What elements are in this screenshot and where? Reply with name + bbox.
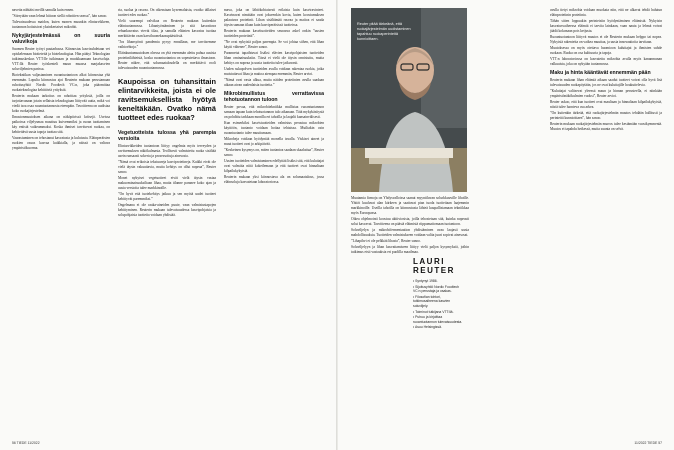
body-paragraph: Muutamia firmoja on Yhdysvalloissa saanut myyntiluvan solurkkuuville lihoille. Yhtiöt kuuluvat alan kärkeen ja saattavat pian tuoda tuotteitaan laajemmin markkinoille. Useilla tahoilla on kiinnostusta lähteä kaupallistamaan tekniikkaa myös Euroopassa. <box>351 196 469 215</box>
body-paragraph: ”Keskeinen kysymys on, miten tuotantoa saadaan skaalattua”, Reuter sanoo. <box>224 148 324 157</box>
body-paragraph: VTT:n laboratoriossa on kasvatettu mikrobia avulla myös kananmunan valkuaista, joka on nykyään tuotannossa. <box>550 57 662 66</box>
body-paragraph: Vaurastuminen on tehostanut kasvatusta ja kulutusta. Eläinperäisten ruokien osuus kasvaa kaikkialla, ja näissä on valtava ympäristökuorma. <box>12 136 110 150</box>
body-paragraph: Reuterin mukaan yksi kiinnostava ala on solumaatalous, jossa eläinsoluja kasvatetaan laboratoriossa. <box>224 175 324 184</box>
body-paragraph: ”On hyvä että tuotekehitys jatkuu ja sen myötä uudet tuotteet kehittyvät paremmiksi.” <box>118 192 216 201</box>
section-heading: Vegetuotteista tulossa yhä parempia versioita <box>118 130 216 142</box>
body-paragraph: navetta nähtäisi meillä samalla kuin ennen. <box>12 8 74 12</box>
body-paragraph: Ilmastonmuutoksen aikana on näköpiirissä kriisejä. Useissa paikoissa viljelysmaa muuttuu kuivemmiksi ja ruoan tuottaminen käy entistä vaikeammaksi. Koska ihmiset tarvitsevat ruokaa, on kehitettävä uusia tapoja tuottaa sitä. <box>12 115 110 134</box>
body-paragraph: Reuterin mukaan tarkoitus on rahoittaa yrityksiä, joilla on tarjottavanaan jotain sellaista teknologiaan liittyvää uutta, mikä voi viedä isoa osaa ruoantuotannosta eteenpäin. Tavoitteena on uudistaa koko ruokajärjestelmä. <box>12 94 110 113</box>
portrait-photo <box>351 8 467 192</box>
body-paragraph: Ruoantuotantoon liittyvä muutos ei ole Reuterin mukaan helppo tai nopea. Nykyisiä rakenteita on vaikea muuttaa, ja uusia innovaatioita tarvitaan. <box>550 35 662 44</box>
body-paragraph: Oikea ohjelmointi koostuu aktiiviosista, joilla tehostetaan sitä, kuinka nopeasti solut kasvavat. Tavoitteena on päästä eläimistä riippumattomaan tuotantoon. <box>351 217 469 226</box>
body-paragraph: Reuterin mukaan lihan eläimiä aikaan saadut tuotteet voivat olla hyvä lisä tulevaisuuden ruokapöytään, jos ne ovat kuluttajille houkuttelevia. <box>550 78 662 87</box>
body-paragraph: Reuter povaa, että mikrobitekniikka mullistaa ruoantuotannon samaan tapaan kuin tehotuotannon tulo aikanaan. Tätä mykykäsitystä on pohdittu tarkkaan monilla eri tahoilla ja laajalti kansainvälisesti. <box>224 105 324 119</box>
profile-fact: • Asuu Helsingissä. <box>413 325 442 330</box>
body-paragraph: Tulevaisuudessa maidon, kuten monen muunkin elintarvikkeen, tuotannon hoitaisivat yksinkertaiset mikrobit. <box>12 20 110 29</box>
body-paragraph: Eläinkuntamuutoksen ohessa on yhä enemmän alettu puhua uusista proteiinilähteistä, koska ruoantuotantoa on sopeutettava ilmastoon. Reuter näkee, että solumaataloudella on merkittävä rooli tulevaisuuden ruoantuotannossa. <box>118 51 216 70</box>
body-paragraph: Biotekniikan valjastaminen ruoantuotantoon alkoi kiinnostaa yhä enemmän. Lopulta kiinnostus ajoi Reuterin mukaan perustamaan ruhoitusyhtiö Nordic Foodtech VC:n, joka pääomittaa ruokateknologiaa kehittäviä yrityksiä. <box>12 73 110 92</box>
article-column-3 <box>224 8 324 438</box>
body-paragraph: mava, joka on lähtökohtaisesti erilaista kuin kasviravinteet. Kasvinavat nimittäin ovat jokseenkin kovia, kuten koostumuksen palautuva proteiinit. Lihan sisältämää rasvaa ja maitoa ei saada täysin samaan tilaan kuin kasviperäisissä tuotteissa. <box>224 8 324 27</box>
body-paragraph: ”Nämä ovat vasta alkua, mutta näiden proteiinien avulla saadaan aikaan aivan uudenlaisia tuotteita.” <box>224 78 324 87</box>
body-paragraph: Ongelmana ei ole raaka-aineiden puute, vaan valmistustapojen kehittyminen. Reuterin mukaan tulevaisuudessa kasvipohjaisia ja solupohjaisia tuotteita voidaan yhdistää. <box>118 203 216 217</box>
article-column-1 <box>12 8 110 438</box>
profile-fact: • Puhuu ja kirjoittaa ruoantuotannon tulevaisuudesta. <box>413 315 463 324</box>
section-heading: Nykyjärjestelmässä on suuria valuvikoja <box>12 33 110 45</box>
body-paragraph: Parannetut tapaihtuvat lisäksi elävien kasvipohjaisten tuotteiden lihan ominaisuuksiin. Tässä ei vielä ole täysin onnistuttu, mutta kehitys on nopeaa ja uusia tuotteita tulee jatkuvasti. <box>224 51 324 65</box>
pull-quote: Kaupoissa on tuhansittain elintarvikkeita, joista ei ole ravitsemuksellista hyötyä keneltäkään. Ovatko nämä tuotteet edes ruokaa? <box>118 77 216 122</box>
body-paragraph: ”Nämä ovat erikoisia tekstuureja kasviproteiineja. Kaikki eivät ole vielä täysin vakuuttavia, mutta kehitys on ollut nopeaa”, Reuter sanoo. <box>118 160 216 174</box>
body-paragraph: ria, suolaa ja rasvaa. On oikeastaan kyseenalaista, ovatko tällaiset tuotteet edes ruokaa.” <box>118 8 216 17</box>
body-paragraph: Muutoksessa on myös otettava huomioon kuluttajat ja ihmisten suhde ruokaan. Ruoka on osa kulttuuria ja tapoja. <box>550 46 662 55</box>
body-paragraph: Soluviljelyyn ja lihan kasvattamiseen liittyy vielä paljon kysymyksiä, joihin tutkimus etsii vastauksia eri puolilla maailmaa. <box>351 245 469 254</box>
body-paragraph: ”Siirrytään vaan lehmä hiitoon siellä robottien seassa”, hän sanoo. <box>12 14 108 18</box>
page-number-left: 56 TIEDE 11/2022 <box>12 441 40 445</box>
article-column-2 <box>118 8 216 438</box>
body-paragraph: ”Jos lihansyönti pandemia pysyy ennallaan, me tarvitsemme vaihtoehtoja.” <box>118 40 216 49</box>
profile-fact: • Toiminut tutkijana VTT:llä. <box>413 309 454 314</box>
body-paragraph: avulla tietyt mikrobia voidaan muokata niin, että ne alkavat tehdä halutun eläinproteiinin proteiinia. <box>550 8 662 17</box>
body-paragraph: Kun esimerkiksi kasvistuotteiden valmistus perustuu mikrobien käyttöön, tuotanto voidaan hoitaa tehtaissa. Muiltakin osin ruoantuotanto tulee muuttumaan. <box>224 121 324 135</box>
profile-box <box>413 257 465 331</box>
body-paragraph: Monet nykyiset vegetuotteet eivät vielä täysin vastaa makuominaisuuksiltaan lihaa, mutta tilanne paranee koko ajan ja uusia versioita tulee markkinoille. <box>118 176 216 190</box>
profile-fact: • Syntynyt 1986. <box>413 279 438 283</box>
body-paragraph: ”Lihapihvi ei ole pelkkää lihasta”, Reuter sanoo. <box>351 239 421 243</box>
section-heading: Mikrobimullistus verrattavissa tehotuotannon tuloon <box>224 91 324 103</box>
profile-fact: • Sijoitusyhtiö Nordic Foodtech VC:n perustaja ja osakas. <box>413 284 460 294</box>
body-paragraph: ”Ne ovat nykyisiä paljon parempia. Se voi johtaa siihen, että lihan käytti vähenee”, Reuter sanoo. <box>224 40 324 49</box>
photo-caption: Reuter pitää tärkeänä, että ruokajärjestelmän uudistaminen tapahtuu ruokaperinteitä kunnioittaen. <box>357 22 411 41</box>
profile-fact: • Filosofian tohtori, tutkimusaiheena kasvien soluviljely. <box>413 294 451 308</box>
page-number-right: 11/2022 TIEDE 57 <box>634 441 662 445</box>
body-paragraph: Suomen Reuter työryi puutarhassa. Kiinnostus kasvisuhdetaan vei opiskelemaan biotieteitä ja bioteknologiaa. Hän päätyi Teknologian tutkimuskeskus VTT:lle tutkimaan ja muokkaamaan kasvisoluja. VTT:llä Reuter työskenteli muun muassa marjakasvien soluviljelmien parissa. <box>12 47 110 71</box>
body-paragraph: Reuter uskoo, että kun tuotteet ovat maultaan ja hinnaltaan kilpailukykyisiä, niistä tulee luonteva osa arkea. <box>550 100 662 109</box>
body-paragraph: Mikrobeja voidaan hyödyntää monella tavalla. Viskiset aineet ja muut tuotteet ovat jo arkipäivää. <box>224 137 324 146</box>
body-paragraph: Elintarvikkeiden tuotantoon liittyy ongelmia myös terveyden ja ravitsemuksen näkökulmasta. Teollisesti valmistettu ruoka sisältää usein runsaasti sokeria ja prosessoituja ainesosia. <box>118 144 216 158</box>
left-page <box>0 0 336 450</box>
body-paragraph: Uuden sukupolven tuotteiden avulla voidaan rakentaa ruokia, jotka muistuttavat lihaa ja maitoa aiempaa enemmän, Reuter arvioi. <box>224 67 324 76</box>
body-paragraph: Tähän sitten loppuukin perinteisiin hyödyntäminen eläimistä. Nykyisin kasvatusvaiheessa eläimiä ei tarvita lainkaan, vaan nauta ja lehmä voivat jäädä kokonaan pois ketjusta. <box>550 19 662 33</box>
body-paragraph: ”Kuluttajat valitsevat yleensä maun ja hinnan perusteella, ei niinkään ympäristönäkökulmien vuoksi”, Reuter arvioi. <box>550 89 662 98</box>
body-paragraph: Reuterin mukaan ruokajärjestelmän murros tulee kestämään vuosikymmeniä. Muutos ei tapahdu hetkessä, mutta suunta on selvä. <box>550 122 662 131</box>
body-paragraph: Reuterin mukaan kasvituotteiden seuraava askel onkin ”uusien tuotteiden proteiinit”. <box>224 29 324 38</box>
profile-name: LAURI REUTER <box>413 257 455 275</box>
article-column-5 <box>550 8 662 438</box>
section-heading: Maku ja hinta kääntävät ennemmän pään <box>550 70 651 76</box>
body-paragraph: ”On kuitenkin tärkeää, että ruokajärjestelmän muutos tehdään hallitusti ja perinteitä kunnioittaen”, hän sanoo. <box>550 111 662 120</box>
body-paragraph: Uusien tuotteiden valmistaminen edellyttää lisäksi sitä, että kuluttajat ovat valmiita niitä kokeilemaan ja että tuotteet ovat hinnaltaan kilpailukykyisiä. <box>224 159 324 173</box>
body-paragraph: Soluviljelyn ja mikrobifermentaation yhdistäminen avaa laajasti uusia mahdollisuuksia. Tuotteiden valmistukseen voidaan valita juuri sopivat ainesosat. <box>351 228 469 237</box>
body-paragraph: Vielä suurempi valvikoa on Reuterin mukaan kuitenkin eläintuotannossa. Lihantyöntäminen ja sitä kasvattava rehunkasvatus vievät tilaa, ja samalla eläinten kasvatus tuottaa merkittävän osan kasvihuonekaasupäästöistä. <box>118 19 216 38</box>
profile-facts <box>413 279 465 330</box>
